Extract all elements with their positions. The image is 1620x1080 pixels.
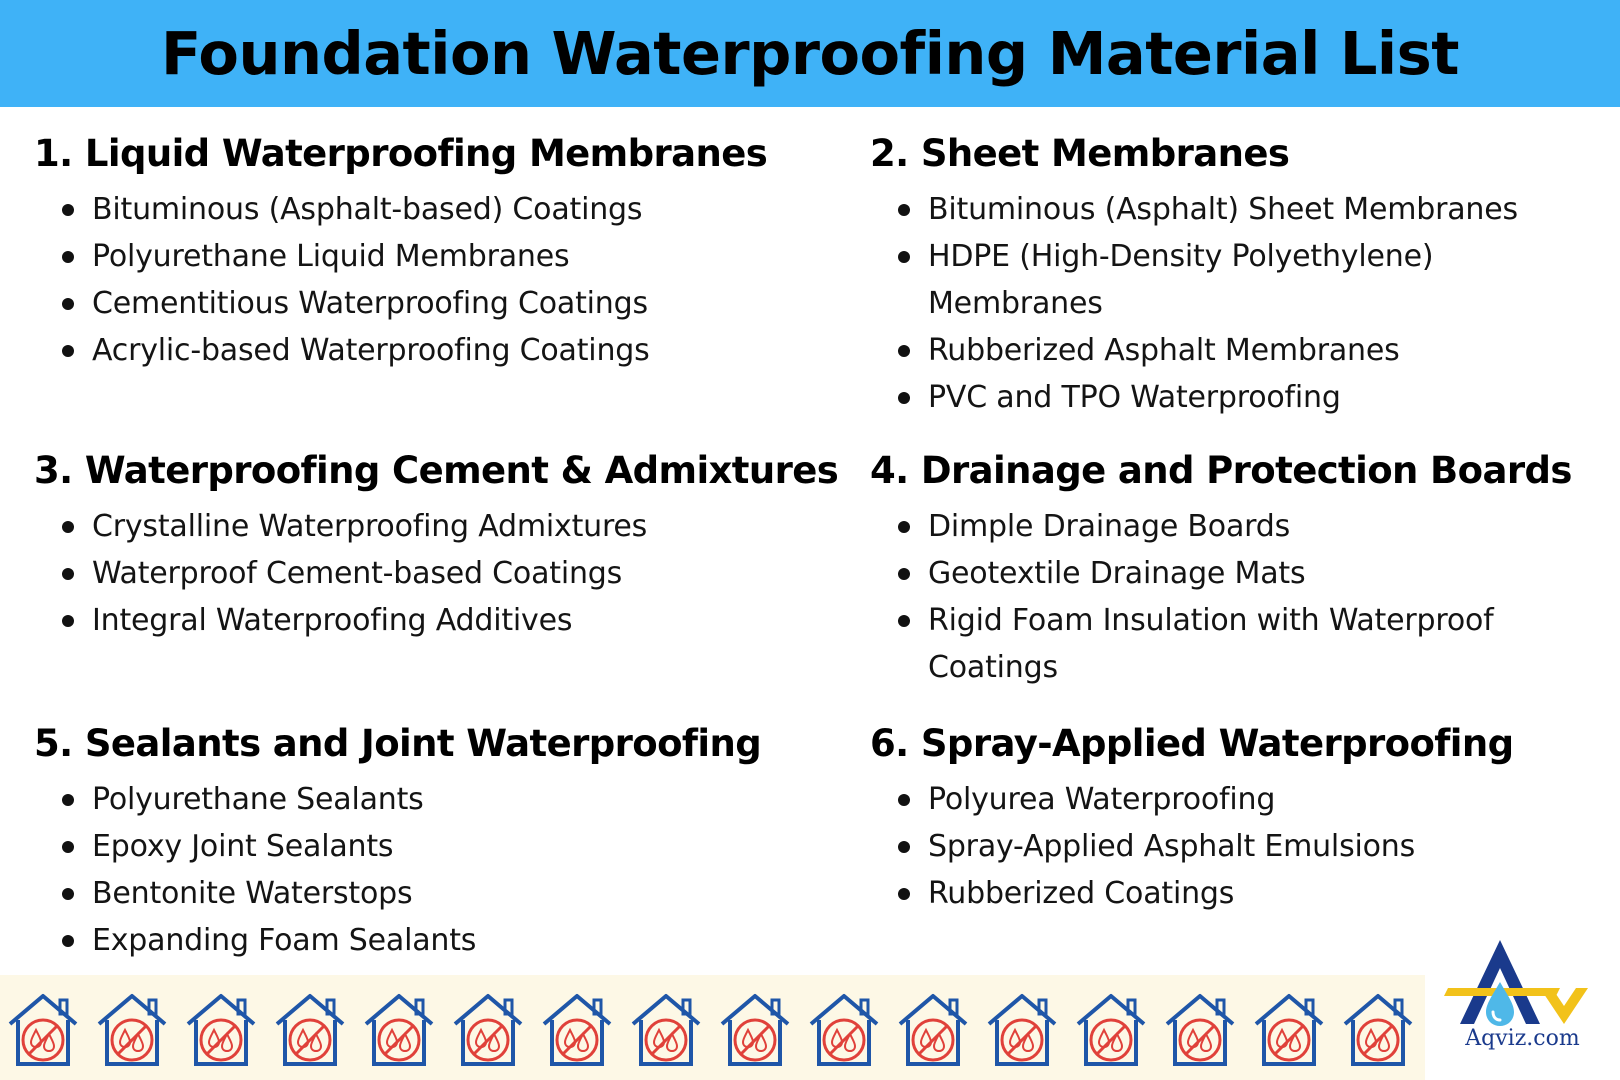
section-drainage-boards — [870, 445, 1590, 691]
section-heading: 6. Spray-Applied Waterproofing — [870, 722, 1514, 765]
section-heading: 1. Liquid Waterproofing Membranes — [34, 132, 768, 175]
item-text: PVC and TPO Waterproofing — [928, 380, 1341, 415]
section-sheet-membranes — [870, 128, 1590, 421]
section-heading: 3. Waterproofing Cement & Admixtures — [34, 449, 839, 492]
bullet-icon — [898, 888, 910, 900]
logo-text: Aqviz.com — [1465, 1026, 1580, 1051]
item-list — [34, 503, 864, 644]
item-text: Rubberized Asphalt Membranes — [928, 333, 1400, 368]
item-text: Polyurea Waterproofing — [928, 782, 1276, 817]
list-item — [34, 917, 854, 964]
list-item — [870, 233, 1588, 327]
section-heading: 2. Sheet Membranes — [870, 132, 1290, 175]
house-no-water-icon — [981, 990, 1063, 1068]
bullet-icon — [62, 841, 74, 853]
item-text: Cementitious Waterproofing Coatings — [92, 286, 648, 321]
bullet-icon — [62, 794, 74, 806]
house-no-water-icon — [714, 990, 796, 1068]
bullet-icon — [898, 251, 910, 263]
bullet-icon — [62, 204, 74, 216]
bullet-icon — [62, 298, 74, 310]
section-cement-admixtures — [34, 445, 864, 644]
list-item — [870, 186, 1588, 233]
house-no-water-icon — [1070, 990, 1152, 1068]
list-item — [34, 823, 854, 870]
list-item — [34, 550, 864, 597]
page-title: Foundation Waterproofing Material List — [161, 19, 1459, 88]
house-no-water-icon — [803, 990, 885, 1068]
item-text: Bentonite Waterstops — [92, 876, 413, 911]
item-text: Bituminous (Asphalt-based) Coatings — [92, 192, 643, 227]
section-heading: 4. Drainage and Protection Boards — [870, 449, 1572, 492]
item-text: Epoxy Joint Sealants — [92, 829, 394, 864]
bullet-icon — [898, 392, 910, 404]
item-text: Waterproof Cement-based Coatings — [92, 556, 623, 591]
list-item — [34, 870, 854, 917]
house-no-water-icon — [536, 990, 618, 1068]
section-liquid-membranes — [34, 128, 854, 374]
list-item — [870, 550, 1588, 597]
item-text: HDPE (High-Density Polyethylene) Membranes — [928, 239, 1434, 321]
bullet-icon — [62, 251, 74, 263]
bullet-icon — [898, 345, 910, 357]
list-item — [34, 233, 854, 280]
list-item — [34, 503, 864, 550]
list-item — [34, 280, 854, 327]
house-no-water-icon — [892, 990, 974, 1068]
list-item — [870, 327, 1588, 374]
bullet-icon — [898, 841, 910, 853]
section-spray-applied — [870, 718, 1590, 917]
item-list — [34, 186, 854, 374]
item-text: Integral Waterproofing Additives — [92, 603, 573, 638]
list-item — [34, 327, 854, 374]
bullet-icon — [898, 794, 910, 806]
bullet-icon — [898, 521, 910, 533]
item-text: Expanding Foam Sealants — [92, 923, 477, 958]
house-no-water-icon — [447, 990, 529, 1068]
section-heading: 5. Sealants and Joint Waterproofing — [34, 722, 762, 765]
house-no-water-icon — [358, 990, 440, 1068]
list-item — [870, 597, 1588, 691]
bullet-icon — [62, 888, 74, 900]
list-item — [34, 597, 864, 644]
list-item — [870, 823, 1590, 870]
house-no-water-icon — [1248, 990, 1330, 1068]
item-text: Geotextile Drainage Mats — [928, 556, 1306, 591]
house-no-water-icon — [91, 990, 173, 1068]
house-no-water-icon — [2, 990, 84, 1068]
bullet-icon — [898, 204, 910, 216]
item-text: Spray-Applied Asphalt Emulsions — [928, 829, 1416, 864]
item-text: Bituminous (Asphalt) Sheet Membranes — [928, 192, 1518, 227]
house-no-water-icon — [625, 990, 707, 1068]
item-text: Dimple Drainage Boards — [928, 509, 1291, 544]
house-no-water-icon — [180, 990, 262, 1068]
header-banner — [0, 0, 1620, 107]
item-list — [870, 186, 1590, 421]
bullet-icon — [62, 935, 74, 947]
list-item — [870, 776, 1590, 823]
house-no-water-icon — [1337, 990, 1419, 1068]
bullet-icon — [898, 568, 910, 580]
item-list — [34, 776, 854, 964]
list-item — [34, 186, 854, 233]
item-list — [870, 776, 1590, 917]
bullet-icon — [62, 345, 74, 357]
bullet-icon — [62, 568, 74, 580]
house-no-water-icon — [1159, 990, 1241, 1068]
bullet-icon — [62, 615, 74, 627]
section-sealants — [34, 718, 854, 964]
item-text: Rigid Foam Insulation with Waterproof Coatings — [928, 603, 1494, 685]
item-text: Crystalline Waterproofing Admixtures — [92, 509, 648, 544]
list-item — [870, 870, 1590, 917]
list-item — [870, 374, 1588, 421]
item-text: Polyurethane Sealants — [92, 782, 424, 817]
item-text: Acrylic-based Waterproofing Coatings — [92, 333, 650, 368]
aqviz-logo-icon — [1440, 932, 1605, 1072]
house-no-water-icon — [269, 990, 351, 1068]
item-text: Polyurethane Liquid Membranes — [92, 239, 570, 274]
bullet-icon — [62, 521, 74, 533]
item-list — [870, 503, 1590, 691]
list-item — [34, 776, 854, 823]
list-item — [870, 503, 1588, 550]
house-icon-row — [0, 990, 1425, 1070]
item-text: Rubberized Coatings — [928, 876, 1235, 911]
bullet-icon — [898, 615, 910, 627]
